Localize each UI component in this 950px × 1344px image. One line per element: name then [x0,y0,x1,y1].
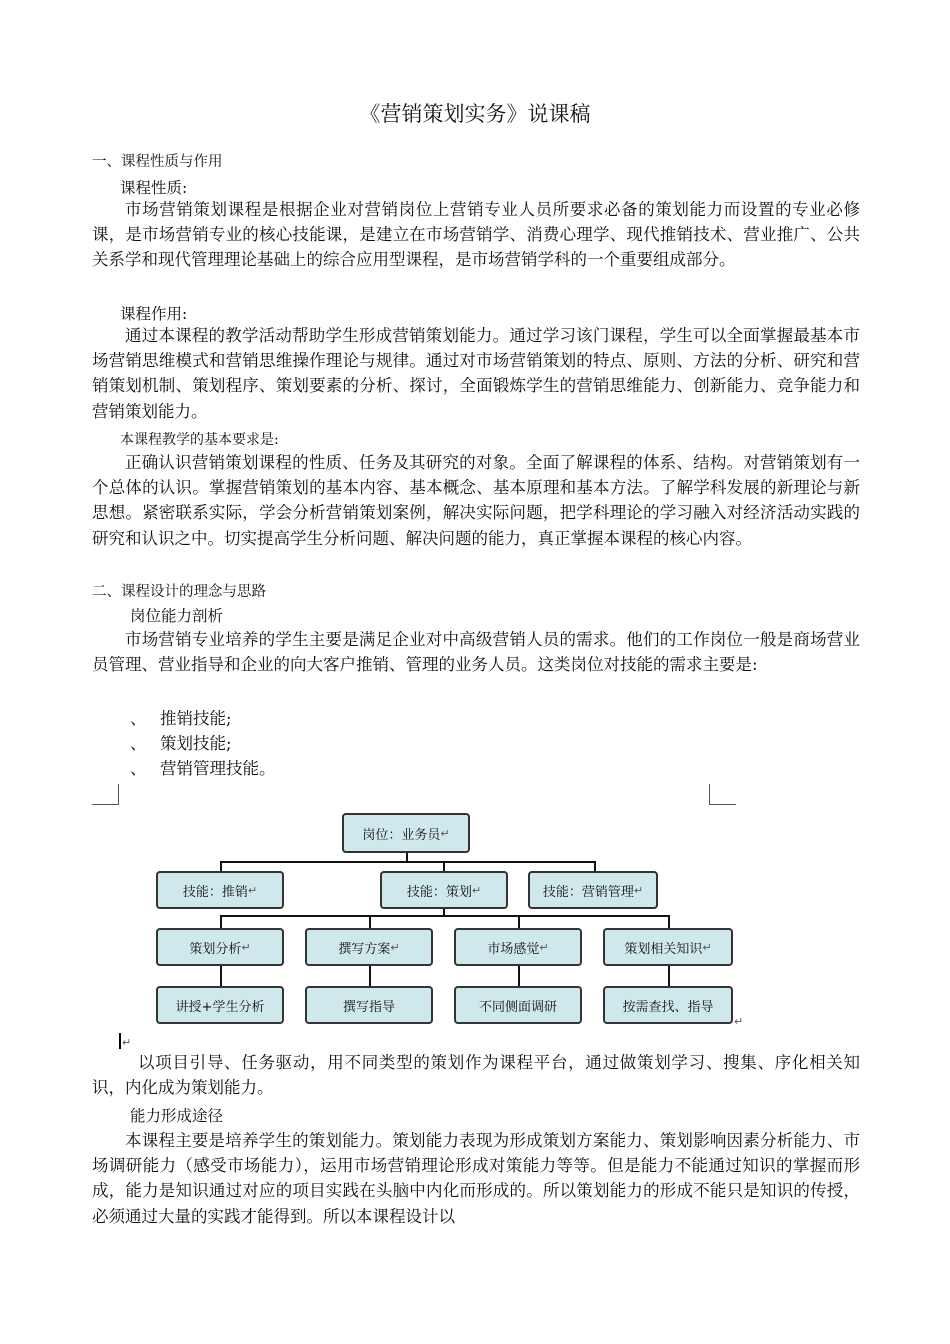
node-multi-research: 不同侧面调研 [454,986,582,1024]
label-position-analysis: 岗位能力剖析 [130,607,224,625]
node-lecture-analysis: 讲授+学生分析 [156,986,284,1024]
bullet-text: 推销技能; [160,709,232,728]
document-title: 《营销策划实务》说课稿 [359,102,591,126]
connector-line [220,915,222,929]
paragraph-course-nature: 市场营销策划课程是根据企业对营销岗位上营销专业人员所要求必备的策划能力而设置的专业必修课，是市场营销专业的核心技能课，是建立在市场营销学、消费心理学、现代推销技术、营业推广、公共关系学和现代管理理论基础上的综合应用型课程，是市场营销学科的一个重要组成部分。 [92,200,860,270]
paragraph-mark: ↵ [734,1015,744,1028]
label-ability-path: 能力形成途径 [130,1107,224,1125]
node-market-sense: 市场感觉 ↵ [454,928,582,966]
connector-line [668,965,670,988]
node-root: 岗位：业务员 ↵ [342,813,470,853]
paragraph-ability-path: 本课程主要是培养学生的策划能力。策划能力表现为形成策划方案能力、策划影响因素分析能力、市场调研能力（感受市场能力），运用市场营销理论形成对策能力等等。但是能力不能通过知识的掌握而形成，能力是知识通过对应的项目实践在头脑中内化而形成的。所以策划能力的形成不能只是知识的传授，必须通过大量的实践才能得到。所以本课程设计以 [92,1131,860,1226]
bullet-mark: 、 [130,759,147,778]
connector-line [220,915,670,917]
connector-line [369,915,371,929]
node-skill-sales: 技能：推销 ↵ [156,871,284,909]
text-cursor [119,1033,121,1049]
connector-line [220,861,595,863]
paragraph-project-driven: 以项目引导、任务驱动，用不同类型的策划作为课程平台，通过做策划学习、搜集、序化相关知识，内化成为策划能力。 [92,1053,860,1098]
connector-line [518,965,520,988]
bullet-text: 营销管理技能。 [160,759,276,778]
bullet-mark: 、 [130,709,147,728]
node-planning-analysis: 策划分析 ↵ [156,928,284,966]
connector-line [518,915,520,929]
connector-line [668,915,670,929]
paragraph-course-role: 通过本课程的教学活动帮助学生形成营销策划能力。通过学习该门课程，学生可以全面掌握最基本市场营销思维模式和营销思维操作理论与规律。通过对市场营销策划的特点、原则、方法的分析、研究和营销策划机制、策划程序、策划要素的分析、探讨，全面锻炼学生的营销思维能力、创新能力、竞争能力和营销策划能力。 [92,326,860,421]
label-basic-requirements: 本课程教学的基本要求是: [120,432,279,448]
node-skill-management: 技能：营销管理 ↵ [528,871,658,909]
section-heading-1: 一、课程性质与作用 [92,154,223,170]
paragraph-mark: ↵ [122,1036,132,1049]
bullet-item [130,755,276,779]
paragraph-position-analysis: 市场营销专业培养的学生主要是满足企业对中高级营销人员的需求。他们的工作岗位一般是商场营业员管理、营业指导和企业的向大客户推销、管理的业务人员。这类岗位对技能的需求主要是: [92,630,860,675]
label-course-nature: 课程性质: [120,179,188,197]
connector-line [220,965,222,988]
connector-line [369,965,371,988]
crop-mark-right [709,784,736,805]
bullet-item [130,705,232,729]
bullet-mark: 、 [130,734,147,753]
node-writing-guidance: 撰写指导 [305,986,433,1024]
node-search-guidance: 按需查找、指导 [603,986,733,1024]
crop-mark-left [92,784,119,805]
node-related-knowledge: 策划相关知识 ↵ [603,928,733,966]
label-course-role: 课程作用: [120,305,188,323]
bullet-item [130,730,232,754]
paragraph-basic-requirements: 正确认识营销策划课程的性质、任务及其研究的对象。全面了解课程的体系、结构。对营销策划有一个总体的认识。掌握营销策划的基本内容、基本概念、基本原理和基本方法。了解学科发展的新理论与新思想。紧密联系实际，学会分析营销策划案例，解决实际问题，把学科理论的学习融入对经济活动实践的研究和认识之中。切实提高学生分析问题、解决问题的能力，真正掌握本课程的核心内容。 [92,453,860,548]
node-write-proposal: 撰写方案 ↵ [305,928,433,966]
node-skill-planning: 技能：策划 ↵ [380,871,508,909]
section-heading-2: 二、课程设计的理念与思路 [92,584,266,600]
bullet-text: 策划技能; [160,734,232,753]
